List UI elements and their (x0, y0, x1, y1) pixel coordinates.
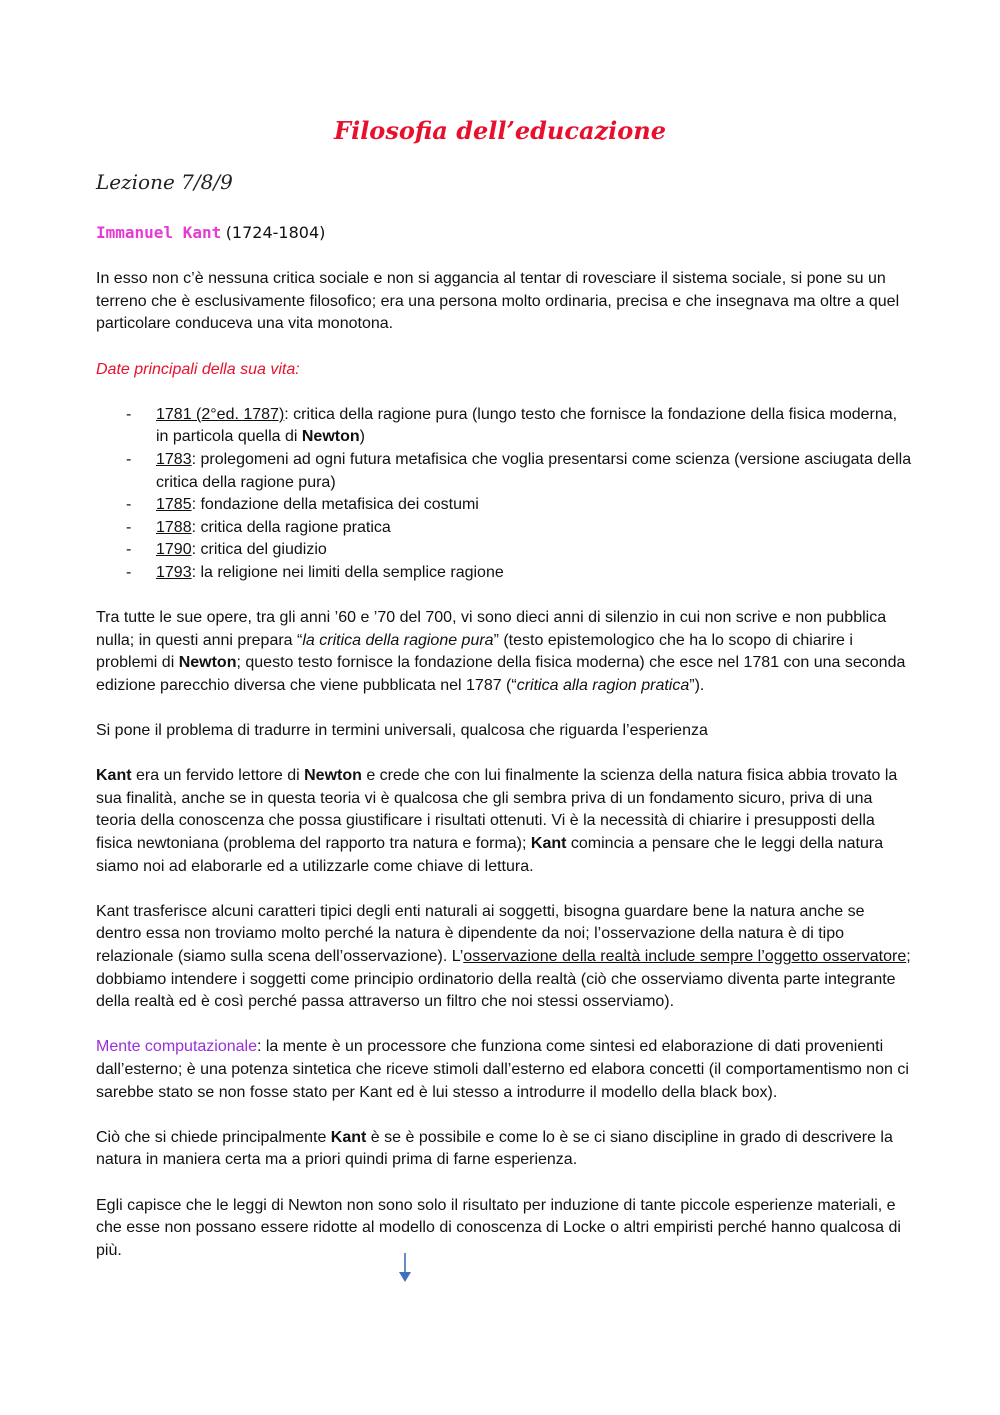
date-text-end: ) (359, 428, 365, 446)
date-text: : prolegomeni ad ogni futura metafisica che voglia presentarsi come scienza (versione asciugata della critica della ragione pura) (156, 450, 912, 491)
text-run: ; questo testo fornisce la fondazione della fisica moderna) che esce nel 1781 con una seconda edizione parecchio diversa che viene pubblicata nel 1787 (“ (96, 654, 906, 694)
laws-paragraph: Egli capisce che le leggi di Newton non sono solo il risultato per induzione di tante piccole esperienze materiali, e che esse non possano essere ridotte al modello di conoscenza di Locke o altri empiristi perché hanno qualcosa di più. (96, 1196, 901, 1259)
intro-heading (96, 222, 912, 246)
text-run: Tra tutte le sue opere, tra gli anni ’60 e ’70 del 700, vi sono dieci anni di silenzio in cui non scrive e non pubblica nulla; in questi anni prepara “ (96, 609, 887, 649)
date-text: : fondazione della metafisica dei costumi (191, 496, 479, 514)
silence-paragraph (96, 607, 912, 697)
author-name: Immanuel Kant (96, 223, 222, 242)
date-year: 1788 (156, 518, 192, 536)
list-item (96, 539, 912, 562)
list-item (96, 517, 912, 540)
arrow-down-icon (396, 1253, 414, 1283)
text-run: Kant trasferisce alcuni caratteri tipici degli enti naturali ai soggetti, bisogna guardare bene la natura anche se dentro essa non troviamo molto perché la natura è dipendente da noi; l’osservazione della natura è di tipo relazionale (siamo sulla scena dell’osservazione). L’ (96, 902, 865, 965)
date-year: 1793 (156, 563, 192, 581)
text-run: ” (testo epistemologico che ha lo scopo di chiarire i problemi di (96, 631, 853, 672)
bold-run: Kant (330, 1128, 367, 1146)
text-run: era un fervido lettore di (131, 767, 305, 785)
bold-run: Newton (304, 767, 362, 785)
date-year: 1783 (156, 450, 192, 468)
dash-bullet: - (126, 518, 132, 536)
dates-list (96, 404, 912, 585)
dash-bullet: - (126, 563, 132, 581)
text-run: e crede che con lui finalmente la scienza della natura fisica abbia trovato la sua finalità, anche se in questa teoria vi è qualcosa che gli sembra priva di un fondamento sicuro, priva di una teoria della conoscenza che possa giustificare i risultati ottenuti. Vi è la necessità di chiarire i presupposti della fisica newtoniana (problema del rapporto tra natura e forma); (96, 767, 898, 853)
author-years: (1724-1804) (225, 223, 326, 242)
mind-paragraph (96, 1036, 912, 1104)
text-run: è se è possibile e come lo è se ci siano discipline in grado di descrivere la natura in maniera certa ma a priori quindi prima di farne esperienza. (96, 1128, 893, 1169)
bold-run: Newton (178, 654, 237, 672)
italic-run: la critica della ragione pura (302, 631, 494, 649)
intro-paragraph: In esso non c’è nessuna critica sociale e non si aggancia al tentar di rovesciare il sistema sociale, si pone su un terreno che è esclusivamente filosofico; era una persona molto ordinaria, precisa e che insegnava ma oltre a quel particolare conduceva una vita monotona. (96, 270, 900, 333)
date-text: : critica del giudizio (191, 541, 327, 559)
date-year: 1790 (156, 541, 192, 559)
date-text: : critica della ragione pura (lungo testo che fornisce la fondazione della fisica moderna, in particola quella di (156, 405, 898, 446)
bold-run: Kant (530, 835, 567, 853)
date-bold: Newton (301, 428, 360, 446)
list-item (96, 494, 912, 517)
list-item (96, 449, 912, 494)
text-run: comincia a pensare che le leggi della natura siamo noi ad elaborarle ed a utilizzarle come chiave di lettura. (96, 835, 884, 875)
date-text: : critica della ragione pratica (191, 518, 391, 536)
date-year: 1785 (156, 496, 192, 514)
italic-run: critica alla ragion pratica (516, 676, 690, 694)
bold-run: Kant (96, 767, 132, 785)
underlined-run: osservazione della realtà include sempre l’oggetto osservatore (463, 948, 907, 965)
document-body (96, 222, 912, 1285)
transfer-paragraph (96, 901, 912, 1014)
text-run: Ciò che si chiede principalmente (96, 1128, 331, 1146)
dash-bullet: - (126, 405, 132, 423)
dash-bullet: - (126, 541, 132, 559)
text-run: ”). (689, 676, 705, 694)
dash-bullet: - (126, 450, 132, 468)
text-run: ; dobbiamo intendere i soggetti come principio ordinatorio della realtà (ciò che osserviamo diventa parte integrante della realtà ed è così perché passa attraverso un filtro che noi stessi osserviamo). (96, 948, 911, 1011)
dash-bullet: - (126, 496, 132, 514)
universal-paragraph: Si pone il problema di tradurre in termini universali, qualcosa che riguarda l’esperienza (96, 722, 708, 740)
mind-label: Mente computazionale (96, 1038, 257, 1056)
newton-paragraph (96, 765, 912, 878)
dates-heading: Date principali della sua vita: (96, 360, 300, 378)
list-item (96, 562, 912, 585)
text-run: : la mente è un processore che funziona come sintesi ed elaborazione di dati provenienti dall’esterno; è una potenza sintetica che riceve stimoli dall’esterno ed elabora concetti (il comportamentismo non ci sarebbe stato se non fosse stato per Kant ed è lui stesso a introdurre il modello della black box). (96, 1038, 909, 1101)
date-text: : la religione nei limiti della semplice ragione (191, 563, 504, 581)
question-paragraph (96, 1127, 912, 1172)
list-item (96, 404, 912, 449)
date-year: 1781 (2°ed. 1787) (156, 405, 285, 423)
page-title: Filosofia dell’educazione (334, 116, 666, 145)
lesson-label: Lezione 7/8/9 (96, 170, 233, 194)
